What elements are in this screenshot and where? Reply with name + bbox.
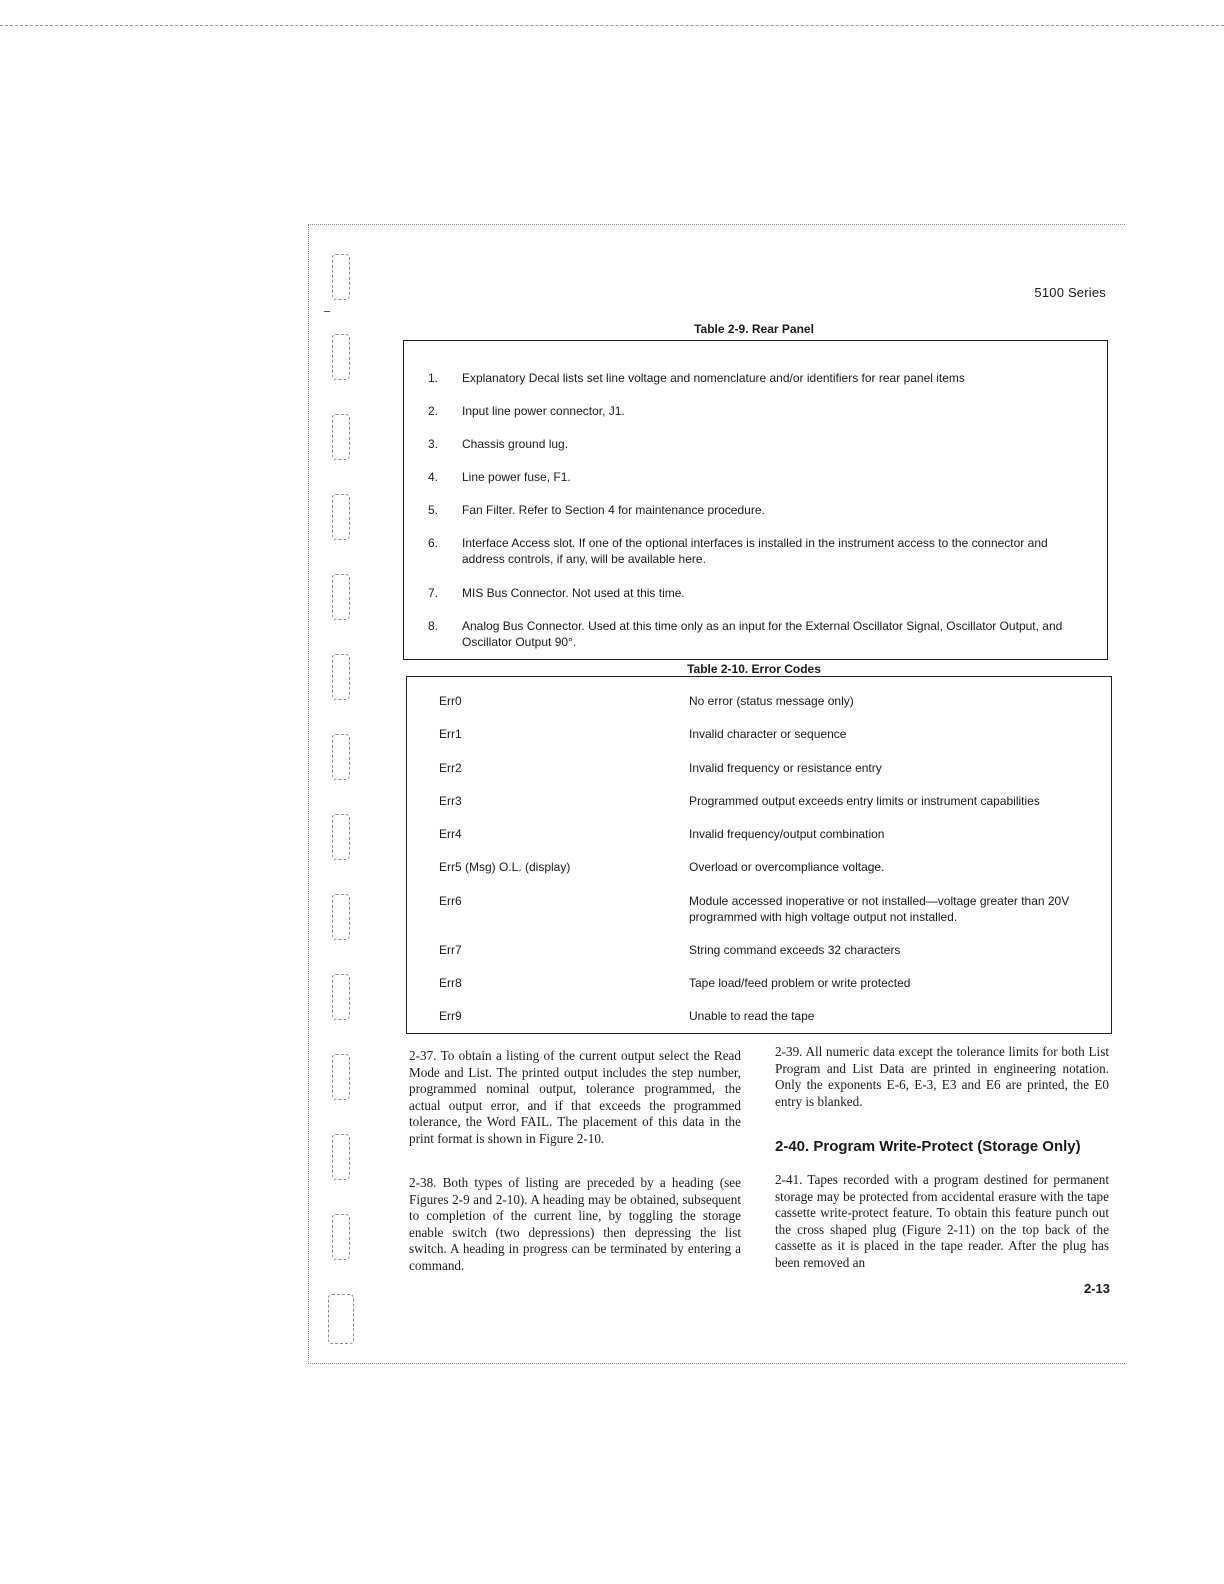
item-number: 5.: [428, 503, 439, 517]
binder-tab: [332, 254, 350, 300]
error-description: No error (status message only): [689, 694, 854, 708]
item-number: 6.: [428, 536, 439, 550]
error-code: Err6: [439, 894, 462, 908]
binder-tab: [332, 1054, 350, 1100]
item-text: Explanatory Decal lists set line voltage and nomenclature and/or identifiers for rear panel items: [462, 371, 965, 385]
item-text: Chassis ground lug.: [462, 437, 569, 451]
error-description: Unable to read the tape: [689, 1009, 815, 1023]
item-number: 1.: [428, 371, 439, 385]
item-number: 2.: [428, 404, 439, 418]
binder-tab: [332, 894, 350, 940]
error-description: String command exceeds 32 characters: [689, 943, 901, 957]
item-text: Input line power connector, J1.: [462, 404, 625, 418]
binder-tab: [332, 574, 350, 620]
binder-tab: [332, 814, 350, 860]
binder-tab: [332, 1134, 350, 1180]
error-code: Err2: [439, 761, 462, 775]
error-code: Err9: [439, 1009, 462, 1023]
error-code: Err4: [439, 827, 462, 841]
item-number: 8.: [428, 619, 439, 633]
error-code: Err0: [439, 694, 462, 708]
binder-tab: [332, 334, 350, 380]
paragraph-2-41: 2-41. Tapes recorded with a program destined for permanent storage may be protected from accidental erasure with the tape cassette write-protect feature. To obtain this feature punch out the cross shaped plug (Figure 2-11) on the top back of the cassette as it is placed in the tape reader. After the plug has been removed an: [775, 1172, 1109, 1270]
error-description: Invalid character or sequence: [689, 727, 847, 741]
error-description: Invalid frequency or resistance entry: [689, 761, 882, 775]
item-text: Analog Bus Connector. Used at this time only as an input for the External Oscillator Signal, Oscillator Output, and Oscillator Output 90°.: [462, 619, 1063, 649]
error-description: Tape load/feed problem or write protected: [689, 976, 911, 990]
binder-tab: [332, 734, 350, 780]
margin-mark: [324, 311, 330, 312]
scan-edge-line: [0, 25, 1224, 26]
binder-tab: [332, 654, 350, 700]
binder-tab: [332, 1214, 350, 1260]
error-description: Invalid frequency/output combination: [689, 827, 885, 841]
error-code: Err1: [439, 727, 462, 741]
binder-tab: [332, 974, 350, 1020]
error-code: Err7: [439, 943, 462, 957]
error-code: Err5 (Msg) O.L. (display): [439, 860, 571, 874]
item-number: 7.: [428, 586, 439, 600]
error-code: Err3: [439, 794, 462, 808]
error-description: Programmed output exceeds entry limits or instrument capabilities: [689, 794, 1040, 808]
section-heading: 2-40. Program Write-Protect (Storage Only): [775, 1138, 1081, 1155]
error-description: Module accessed inoperative or not installed—voltage greater than 20V programmed with high voltage output not installed.: [689, 894, 1070, 924]
table-2-9-caption: Table 2-9. Rear Panel: [694, 322, 814, 336]
error-codes-table: [406, 676, 1112, 1034]
binder-tab: [328, 1294, 354, 1344]
series-header: 5100 Series: [1034, 285, 1106, 300]
paragraph-2-39: 2-39. All numeric data except the tolerance limits for both List Program and List Data are printed in engineering notation. Only the exponents E-6, E-3, E3 and E6 are printed, the E0 entry is blanked.: [775, 1044, 1109, 1109]
binder-tab: [332, 494, 350, 540]
paragraph-2-37: 2-37. To obtain a listing of the current output select the Read Mode and List. The printed output includes the step number, programmed nominal output, tolerance programmed, the actual output error, and if that exceeds the programmed tolerance, the Word FAIL. The placement of this data in the print format is shown in Figure 2-10.: [409, 1048, 741, 1146]
page-number: 2-13: [1083, 1281, 1110, 1296]
item-number: 4.: [428, 470, 439, 484]
item-text: MIS Bus Connector. Not used at this time.: [462, 586, 685, 600]
rear-panel-table: [403, 340, 1108, 660]
item-text: Line power fuse, F1.: [462, 470, 571, 484]
item-text: Fan Filter. Refer to Section 4 for maintenance procedure.: [462, 503, 765, 517]
error-description: Overload or overcompliance voltage.: [689, 860, 885, 874]
table-2-10-caption: Table 2-10. Error Codes: [687, 662, 821, 676]
item-text: Interface Access slot. If one of the optional interfaces is installed in the instrument access to the connector and address controls, if any, will be available here.: [462, 536, 1048, 566]
error-code: Err8: [439, 976, 462, 990]
paragraph-2-38: 2-38. Both types of listing are preceded by a heading (see Figures 2-9 and 2-10). A heading may be obtained, subsequent to completion of the current line, by toggling the storage enable switch (two depressions) then depressing the list switch. A heading in progress can be terminated by entering a command.: [409, 1175, 741, 1273]
item-number: 3.: [428, 437, 439, 451]
binder-tab: [332, 414, 350, 460]
